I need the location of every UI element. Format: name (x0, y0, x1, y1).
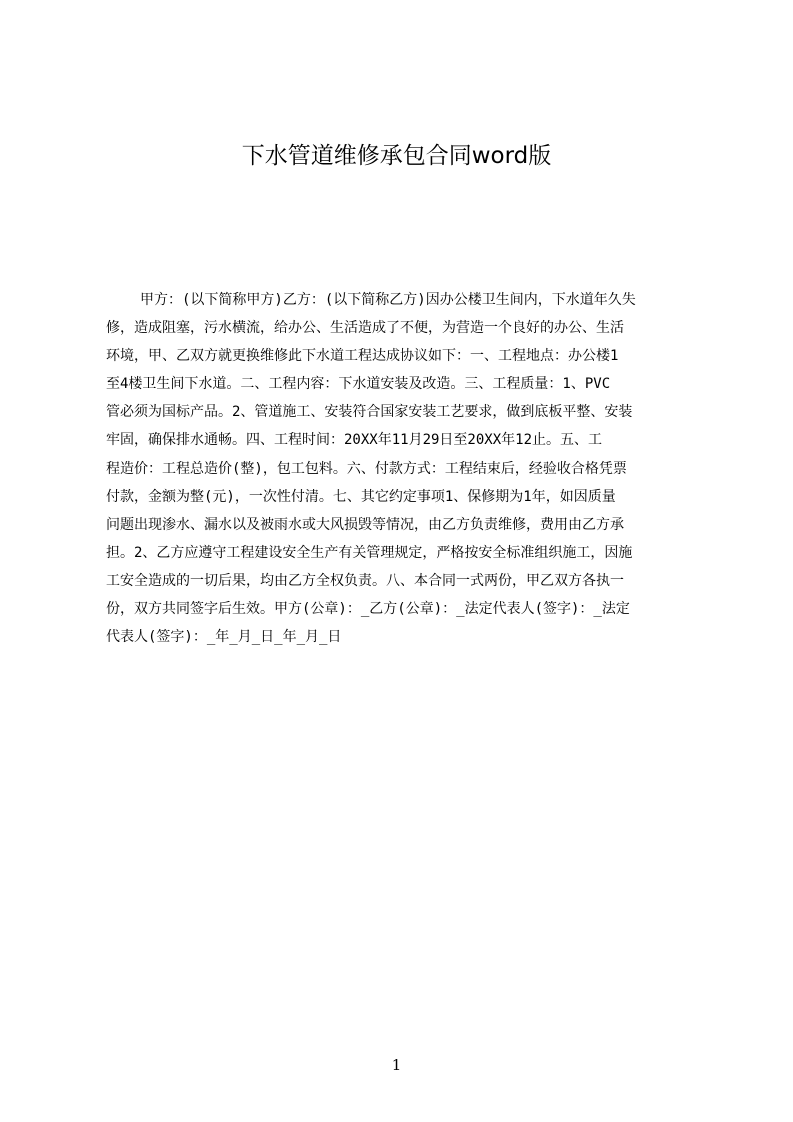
body-line: 环境，甲、乙双方就更换维修此下水道工程达成协议如下：一、工程地点：办公楼1 (106, 348, 619, 365)
body-line: 管必须为国标产品。2、管道施工、安装符合国家安装工艺要求，做到底板平整、安装 (106, 404, 633, 421)
body-line: 程造价：工程总造价(整)，包工包料。六、付款方式：工程结束后，经验收合格凭票 (106, 460, 627, 477)
document-title: 下水管道维修承包合同word版 (241, 143, 552, 169)
body-line: 甲方：(以下简称甲方)乙方：(以下简称乙方)因办公楼卫生间内，下水道年久失 (140, 292, 636, 308)
body-line: 问题出现渗水、漏水以及被雨水或大风损毁等情况，由乙方负责维修，费用由乙方承 (106, 516, 624, 533)
body-line: 至4楼卫生间下水道。二、工程内容：下水道安装及改造。三、工程质量：1、PVC (106, 376, 611, 393)
contract-body (106, 286, 697, 656)
body-line: 担。2、乙方应遵守工程建设安全生产有关管理规定，严格按安全标准组织施工，因施 (106, 544, 633, 561)
body-line: 修，造成阻塞，污水横流，给办公、生活造成了不便，为营造一个良好的办公、生活 (106, 320, 624, 337)
body-line: 付款，金额为整(元)，一次性付清。七、其它约定事项1、保修期为1年，如因质量 (106, 488, 616, 505)
body-line: 工安全造成的一切后果，均由乙方全权负责。八、本合同一式两份，甲乙双方各执一 (106, 572, 624, 589)
body-line: 代表人(签字)：_年_月_日_年_月_日 (106, 629, 342, 646)
body-line: 牢固，确保排水通畅。四、工程时间：20XX年11月29日至20XX年12止。五、工 (106, 432, 603, 449)
body-line: 份，双方共同签字后生效。甲方(公章)：_乙方(公章)：_法定代表人(签字)：_法定 (106, 601, 630, 618)
page-number: 1 (391, 1056, 402, 1074)
